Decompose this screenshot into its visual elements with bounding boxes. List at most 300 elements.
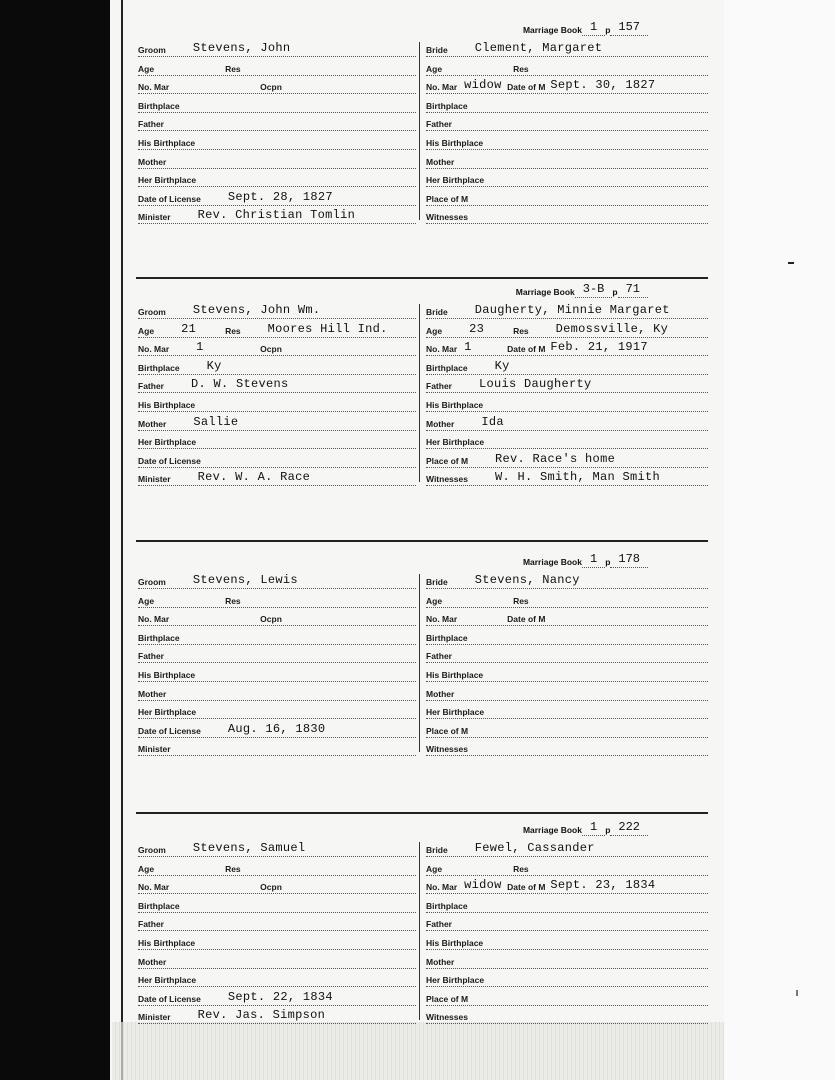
groom-his-birthplace: [198, 948, 222, 949]
place-of-m-label: Place of M: [426, 725, 469, 736]
his-birthplace-label: His Birthplace: [138, 400, 196, 410]
bride-row-9: [426, 469, 708, 486]
left-border-line: [121, 0, 123, 1080]
book-number: 1: [582, 552, 605, 568]
bride-his-birthplace: [486, 680, 510, 681]
groom-father: [167, 929, 191, 930]
his-birthplace-label: His Birthplace: [426, 670, 484, 680]
his-birthplace-label: His Birthplace: [426, 400, 484, 410]
groom-birthplace: [183, 643, 207, 644]
his-birthplace-label: His Birthplace: [138, 670, 196, 680]
groom-row-2: [138, 877, 416, 894]
groom-birthplace: [183, 911, 207, 912]
bride-row-7: [426, 970, 708, 987]
column-divider: [419, 842, 420, 1020]
groom-name: Stevens, Lewis: [192, 573, 298, 587]
minister-label: Minister: [138, 1012, 171, 1023]
bride-father: [455, 129, 479, 130]
bride-label: Bride: [426, 577, 448, 587]
groom-name: Stevens, John: [192, 41, 291, 55]
groom-row-5: [138, 665, 416, 682]
bride-row-3: [426, 628, 708, 645]
bride-mother: [457, 699, 481, 700]
groom-his-birthplace: [198, 148, 222, 149]
minister: [174, 754, 198, 755]
mother-label: Mother: [426, 688, 455, 699]
groom-row-9: [138, 469, 416, 486]
bride-row-5: [426, 665, 708, 682]
bride-row-8: [426, 989, 708, 1006]
bride-her-birthplace: [487, 447, 511, 448]
groom-mother: [169, 167, 193, 168]
his-birthplace-label: His Birthplace: [426, 938, 484, 948]
page-number: 71: [618, 282, 648, 298]
bride-name: Fewel, Cassander: [474, 841, 595, 855]
bride-row-5: [426, 933, 708, 950]
bride-row-9: [426, 207, 708, 224]
groom-mother: Sallie: [193, 414, 239, 429]
her-birthplace-label: Her Birthplace: [426, 437, 485, 448]
groom-row-1: [138, 59, 416, 76]
groom-row-2: [138, 609, 416, 626]
page-label: p: [612, 287, 618, 297]
age-label: Age: [138, 325, 155, 336]
bride-row-2: [426, 339, 708, 356]
groom-row-8: [138, 721, 416, 738]
card-separator-2: [136, 540, 708, 542]
column-divider: [419, 42, 420, 220]
bride-father: Louis Daugherty: [478, 377, 592, 392]
groom-ocpn: [285, 354, 309, 355]
witnesses-label: Witnesses: [426, 474, 468, 485]
age-label: Age: [138, 595, 155, 606]
groom-her-birthplace: [199, 717, 223, 718]
place-of-marriage: [471, 736, 495, 737]
page-number: 178: [610, 552, 648, 568]
his-birthplace-label: His Birthplace: [138, 938, 196, 948]
res-label: Res: [513, 325, 529, 336]
bride-row-7: [426, 432, 708, 449]
groom-row-9: [138, 739, 416, 756]
marriage-card-4: [136, 820, 708, 1026]
groom-row-9: [138, 1007, 416, 1024]
no-mar-label: No. Mar: [138, 344, 170, 355]
ocpn-label: Ocpn: [260, 882, 282, 893]
bride-row-6: [426, 152, 708, 169]
bride-his-birthplace: [486, 410, 510, 411]
groom-age: [157, 606, 211, 607]
bride-her-birthplace: [487, 717, 511, 718]
groom-no-mar: [172, 92, 246, 93]
bride-name: Stevens, Nancy: [474, 573, 580, 587]
place-of-m-label: Place of M: [426, 193, 469, 204]
date-of-m-label: Date of M: [507, 82, 546, 93]
date-of-m-label: Date of M: [507, 614, 546, 625]
date-of-m-label: Date of M: [507, 882, 546, 893]
bride-row-7: [426, 702, 708, 719]
bride-label: Bride: [426, 845, 448, 855]
date-of-marriage: Sept. 30, 1827: [550, 78, 656, 93]
bride-res: [532, 74, 556, 75]
bride-row-1: [426, 591, 708, 608]
card-separator-1: [136, 277, 708, 279]
bride-mother: [457, 167, 481, 168]
witnesses-label: Witnesses: [426, 1012, 468, 1023]
birthplace-label: Birthplace: [138, 632, 180, 643]
res-label: Res: [513, 863, 529, 874]
groom-label: Groom: [138, 577, 166, 587]
bride-row-4: [426, 376, 708, 393]
groom-row-6: [138, 414, 416, 431]
ocpn-label: Ocpn: [260, 344, 282, 355]
groom-name: Stevens, John Wm.: [192, 303, 321, 317]
groom-ocpn: [285, 92, 309, 93]
bride-his-birthplace: [486, 948, 510, 949]
book-number: 1: [582, 820, 605, 836]
groom-row-3: [138, 96, 416, 113]
groom-ocpn: [285, 892, 309, 893]
mother-label: Mother: [426, 418, 455, 429]
right-margin: [724, 0, 835, 1080]
groom-her-birthplace: [199, 185, 223, 186]
groom-her-birthplace: [199, 447, 223, 448]
groom-age: 21: [181, 321, 197, 336]
groom-row-6: [138, 684, 416, 701]
birthplace-label: Birthplace: [138, 100, 180, 111]
groom-father: D. W. Stevens: [190, 377, 289, 392]
ocpn-label: Ocpn: [260, 82, 282, 93]
groom-row-1: [138, 321, 416, 338]
bride-no-mar: widow: [464, 78, 502, 93]
father-label: Father: [138, 919, 164, 930]
bride-row-6: [426, 414, 708, 431]
birthplace-label: Birthplace: [426, 362, 468, 373]
groom-res: [244, 606, 268, 607]
bride-row-0: [426, 840, 708, 857]
groom-row-0: [138, 302, 416, 319]
marriage-book-ref: [523, 20, 648, 36]
her-birthplace-label: Her Birthplace: [138, 975, 197, 986]
marriage-card-3: [136, 552, 708, 758]
birthplace-label: Birthplace: [426, 900, 468, 911]
res-label: Res: [225, 595, 241, 606]
groom-age: [157, 874, 211, 875]
witnesses: [471, 222, 495, 223]
bride-birthplace: [471, 111, 495, 112]
groom-row-0: [138, 572, 416, 589]
bride-res: [532, 606, 556, 607]
age-label: Age: [426, 63, 443, 74]
groom-res: [244, 874, 268, 875]
groom-row-7: [138, 170, 416, 187]
date-of-license-label: Date of License: [138, 455, 201, 466]
marriage-book-ref: [523, 552, 648, 568]
her-birthplace-label: Her Birthplace: [426, 175, 485, 186]
groom-row-8: [138, 989, 416, 1006]
ocpn-label: Ocpn: [260, 614, 282, 625]
groom-row-6: [138, 952, 416, 969]
groom-row-4: [138, 114, 416, 131]
groom-row-2: [138, 339, 416, 356]
margin-speck: [796, 990, 798, 996]
her-birthplace-label: Her Birthplace: [426, 707, 485, 718]
minister: Rev. W. A. Race: [197, 470, 311, 485]
witnesses-label: Witnesses: [426, 744, 468, 755]
res-label: Res: [225, 325, 241, 336]
bride-row-8: [426, 189, 708, 206]
bride-row-5: [426, 395, 708, 412]
marriage-book-label: Marriage Book: [522, 25, 582, 35]
witnesses-label: Witnesses: [426, 212, 468, 223]
no-mar-label: No. Mar: [426, 82, 458, 93]
groom-row-1: [138, 859, 416, 876]
age-label: Age: [426, 595, 443, 606]
bride-mother: [457, 967, 481, 968]
groom-birthplace: Ky: [206, 358, 222, 373]
no-mar-label: No. Mar: [426, 614, 458, 625]
groom-row-5: [138, 133, 416, 150]
groom-father: [167, 661, 191, 662]
date-of-marriage: Sept. 23, 1834: [550, 878, 656, 893]
groom-row-5: [138, 395, 416, 412]
bride-row-0: [426, 302, 708, 319]
father-label: Father: [138, 119, 164, 130]
groom-no-mar: [172, 624, 246, 625]
groom-res: [244, 74, 268, 75]
groom-row-5: [138, 933, 416, 950]
her-birthplace-label: Her Birthplace: [138, 437, 197, 448]
bride-name: Clement, Margaret: [474, 41, 603, 55]
father-label: Father: [426, 919, 452, 930]
page-number: 222: [610, 820, 648, 836]
bride-label: Bride: [426, 307, 448, 317]
age-label: Age: [426, 863, 443, 874]
groom-row-6: [138, 152, 416, 169]
bride-row-9: [426, 739, 708, 756]
bride-age: 23: [469, 321, 485, 336]
minister-label: Minister: [138, 212, 171, 223]
mother-label: Mother: [426, 956, 455, 967]
margin-mark: [788, 262, 794, 264]
his-birthplace-label: His Birthplace: [138, 138, 196, 148]
groom-his-birthplace: [198, 680, 222, 681]
groom-father: [167, 129, 191, 130]
bride-row-0: [426, 40, 708, 57]
mother-label: Mother: [138, 956, 167, 967]
bride-father: [455, 929, 479, 930]
mother-label: Mother: [138, 688, 167, 699]
res-label: Res: [225, 863, 241, 874]
bride-row-9: [426, 1007, 708, 1024]
date-of-license-label: Date of License: [138, 993, 201, 1004]
groom-her-birthplace: [199, 985, 223, 986]
date-of-license: [204, 466, 228, 467]
place-of-m-label: Place of M: [426, 993, 469, 1004]
page-label: p: [605, 557, 611, 567]
father-label: Father: [426, 119, 452, 130]
place-of-marriage: [471, 204, 495, 205]
bride-res: Demossville, Ky: [555, 321, 669, 336]
groom-birthplace: [183, 111, 207, 112]
groom-row-1: [138, 591, 416, 608]
res-label: Res: [513, 63, 529, 74]
no-mar-label: No. Mar: [138, 82, 170, 93]
date-of-m-label: Date of M: [507, 344, 546, 355]
date-of-marriage: [548, 624, 550, 625]
date-of-marriage: Feb. 21, 1917: [550, 340, 648, 355]
date-of-license-label: Date of License: [138, 725, 201, 736]
bride-row-1: [426, 59, 708, 76]
father-label: Father: [426, 381, 452, 392]
bride-row-3: [426, 358, 708, 375]
bride-row-8: [426, 721, 708, 738]
bride-no-mar: 1: [464, 340, 472, 355]
marriage-book-ref: [516, 282, 648, 298]
father-label: Father: [138, 381, 164, 392]
bride-row-2: [426, 877, 708, 894]
bride-row-1: [426, 859, 708, 876]
bride-row-3: [426, 896, 708, 913]
bride-mother: Ida: [481, 414, 504, 429]
groom-row-4: [138, 914, 416, 931]
groom-label: Groom: [138, 845, 166, 855]
bride-row-1: [426, 321, 708, 338]
page-label: p: [605, 25, 611, 35]
groom-mother: [169, 967, 193, 968]
bride-row-8: [426, 451, 708, 468]
bride-no-mar: [460, 624, 504, 625]
date-of-license: Sept. 22, 1834: [227, 989, 333, 1004]
bride-row-6: [426, 684, 708, 701]
bride-row-2: [426, 77, 708, 94]
place-of-m-label: Place of M: [426, 455, 469, 466]
bride-her-birthplace: [487, 985, 511, 986]
groom-row-9: [138, 207, 416, 224]
minister-label: Minister: [138, 744, 171, 755]
groom-row-4: [138, 646, 416, 663]
marriage-card-2: [136, 282, 708, 488]
marriage-book-label: Marriage Book: [515, 287, 575, 297]
age-label: Age: [138, 863, 155, 874]
age-label: Age: [138, 63, 155, 74]
groom-row-8: [138, 189, 416, 206]
column-divider: [419, 304, 420, 482]
bride-his-birthplace: [486, 148, 510, 149]
bride-row-2: [426, 609, 708, 626]
her-birthplace-label: Her Birthplace: [426, 975, 485, 986]
bride-row-7: [426, 170, 708, 187]
bride-age: [445, 74, 499, 75]
groom-row-3: [138, 896, 416, 913]
marriage-book-label: Marriage Book: [522, 557, 582, 567]
groom-ocpn: [285, 624, 309, 625]
bride-birthplace: Ky: [494, 358, 510, 373]
bride-row-3: [426, 96, 708, 113]
mother-label: Mother: [426, 156, 455, 167]
bride-birthplace: [471, 911, 495, 912]
no-mar-label: No. Mar: [138, 614, 170, 625]
groom-no-mar: [172, 892, 246, 893]
groom-row-0: [138, 40, 416, 57]
her-birthplace-label: Her Birthplace: [138, 175, 197, 186]
res-label: Res: [513, 595, 529, 606]
her-birthplace-label: Her Birthplace: [138, 707, 197, 718]
groom-row-3: [138, 628, 416, 645]
mother-label: Mother: [138, 418, 167, 429]
bride-res: [532, 874, 556, 875]
his-birthplace-label: His Birthplace: [426, 138, 484, 148]
groom-row-3: [138, 358, 416, 375]
bride-row-4: [426, 646, 708, 663]
groom-label: Groom: [138, 45, 166, 55]
bride-age: [445, 606, 499, 607]
bride-row-0: [426, 572, 708, 589]
bride-her-birthplace: [487, 185, 511, 186]
no-mar-label: No. Mar: [426, 882, 458, 893]
bride-father: [455, 661, 479, 662]
minister: Rev. Christian Tomlin: [197, 208, 356, 223]
page-label: p: [605, 825, 611, 835]
birthplace-label: Birthplace: [426, 632, 468, 643]
age-label: Age: [426, 325, 443, 336]
minister: Rev. Jas. Simpson: [197, 1008, 326, 1023]
witnesses: [471, 1022, 495, 1023]
card-separator-3: [136, 812, 708, 814]
groom-row-7: [138, 432, 416, 449]
witnesses: W. H. Smith, Man Smith: [494, 470, 660, 485]
birthplace-label: Birthplace: [426, 100, 468, 111]
bride-birthplace: [471, 643, 495, 644]
film-edge: [0, 0, 110, 1080]
marriage-book-ref: [523, 820, 648, 836]
bride-row-6: [426, 952, 708, 969]
marriage-book-label: Marriage Book: [522, 825, 582, 835]
groom-age: [157, 74, 211, 75]
place-of-marriage: [471, 1004, 495, 1005]
book-number: 3-B: [575, 282, 613, 298]
date-of-license-label: Date of License: [138, 193, 201, 204]
res-label: Res: [225, 63, 241, 74]
witnesses: [471, 754, 495, 755]
groom-his-birthplace: [198, 410, 222, 411]
father-label: Father: [426, 651, 452, 662]
book-number: 1: [582, 20, 605, 36]
bride-age: [445, 874, 499, 875]
groom-label: Groom: [138, 307, 166, 317]
groom-row-0: [138, 840, 416, 857]
place-of-marriage: Rev. Race's home: [495, 451, 616, 466]
groom-row-4: [138, 376, 416, 393]
mother-label: Mother: [138, 156, 167, 167]
bride-name: Daugherty, Minnie Margaret: [474, 303, 670, 317]
page-number: 157: [610, 20, 648, 36]
scan-artifact: [112, 1022, 724, 1080]
bride-row-4: [426, 914, 708, 931]
groom-row-2: [138, 77, 416, 94]
bride-row-4: [426, 114, 708, 131]
groom-res: Moores Hill Ind.: [267, 321, 388, 336]
no-mar-label: No. Mar: [138, 882, 170, 893]
bride-no-mar: widow: [464, 878, 502, 893]
birthplace-label: Birthplace: [138, 900, 180, 911]
date-of-license: Aug. 16, 1830: [227, 721, 326, 736]
father-label: Father: [138, 651, 164, 662]
bride-row-5: [426, 133, 708, 150]
groom-row-7: [138, 970, 416, 987]
date-of-license: Sept. 28, 1827: [227, 189, 333, 204]
groom-row-8: [138, 451, 416, 468]
minister-label: Minister: [138, 474, 171, 485]
